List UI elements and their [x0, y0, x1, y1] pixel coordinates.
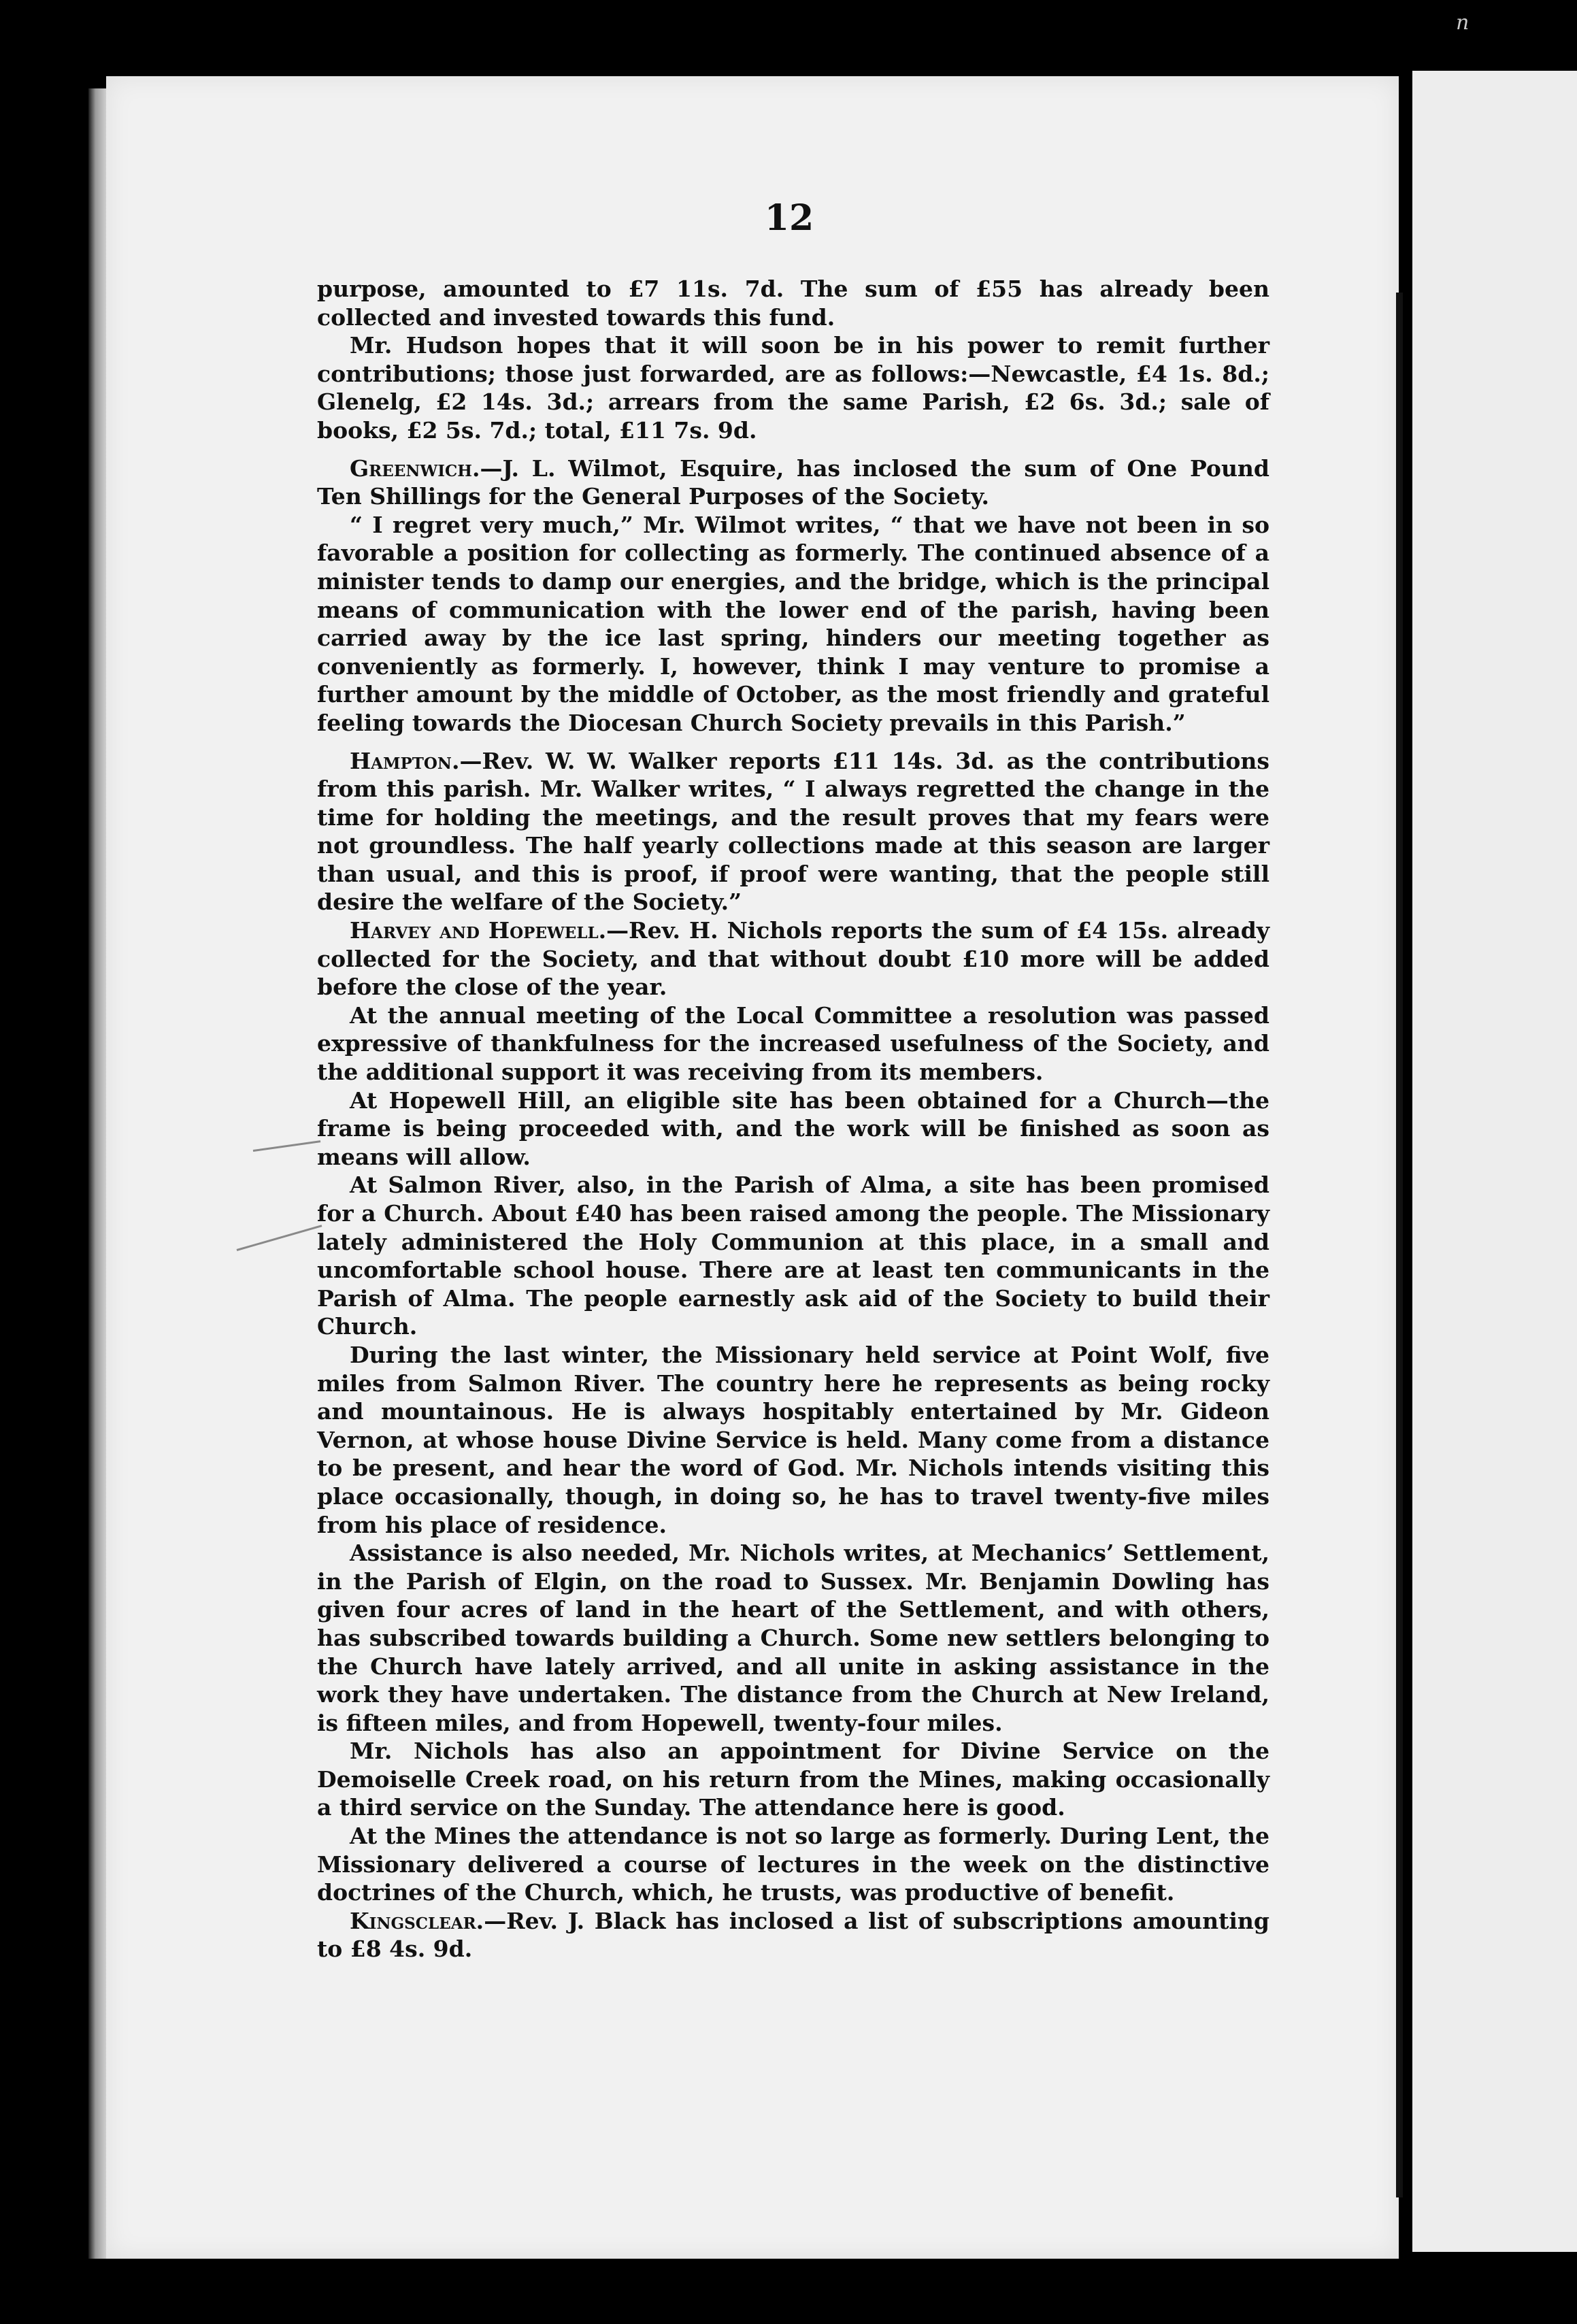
section-heading: Kingsclear. [350, 1907, 484, 1934]
paragraph: Assistance is also needed, Mr. Nichols writes, at Mechanics’ Settlement, in the Parish of Elgin, on the road to Sussex. Mr. Benjamin Dowling has given four acres of land in the heart of the Settlement, and with others, has subscribed towards building a Church. Some new settlers belonging to the Church have lately arrived, and all unite in asking assistance in the work they have undertaken. The distance from the Church at New Ireland, is fifteen miles, and from Hopewell, twenty-four miles. [317, 1540, 1269, 1736]
paragraph: At the annual meeting of the Local Committee a resolution was passed expressive of thankfulness for the increased usefulness of the Society, and the additional support it was receiving from its members. [317, 1001, 1269, 1086]
paragraph: During the last winter, the Missionary held service at Point Wolf, five miles from Salmon River. The country here he represents as being rocky and mountainous. He is always hospitably entertained by Mr. Gideon Vernon, at whose house Divine Service is held. Many come from a distance to be present, and hear the word of God. Mr. Nichols intends visiting this place occasionally, though, in doing so, he has to travel twenty-five miles from his place of residence. [317, 1341, 1269, 1538]
page-gutter-shadow [1396, 293, 1403, 2197]
paragraph: Mr. Nichols has also an appointment for Divine Service on the Demoiselle Creek road, on his return from the Mines, making occasionally a third service on the Sunday. The attendance here is good. [317, 1738, 1269, 1821]
paragraph: At Salmon River, also, in the Parish of Alma, a site has been promised for a Church. About £40 has been raised among the people. The Missionary lately administered the Holy Communion at this place, in a small and uncomfortable school house. There are at least ten communicants in the Parish of Alma. The people earnestly ask aid of the Society to build their Church. [317, 1172, 1269, 1340]
section-heading: Greenwich. [350, 454, 480, 482]
body-text [317, 275, 1269, 1963]
paragraph: Hampton.—Rev. W. W. Walker reports £11 14s. 3d. as the contributions from this parish. Mr. Walker writes, “ I always regretted the change in the time for holding the meetings, and the result proves that my fears were not groundless. The half yearly collections made at this season are larger than usual, and this is proof, if proof were wanting, that the people still desire the welfare of the Society.” [317, 747, 1269, 916]
page-number: 12 [764, 197, 814, 239]
paragraph: purpose, amounted to £7 11s. 7d. The sum of £55 has already been collected and invested towards this fund. [317, 276, 1269, 331]
paragraph: Greenwich.—J. L. Wilmot, Esquire, has inclosed the sum of One Pound Ten Shillings for the General Purposes of the Society. [317, 454, 1269, 510]
paragraph: At the Mines the attendance is not so large as formerly. During Lent, the Missionary delivered a course of lectures in the week on the distinctive doctrines of the Church, which, he trusts, was productive of benefit. [317, 1823, 1269, 1906]
paragraph: Harvey and Hopewell.—Rev. H. Nichols reports the sum of £4 15s. already collected for the Society, and that without doubt £10 more will be added before the close of the year. [317, 917, 1269, 1001]
paragraph: Kingsclear.—Rev. J. Black has inclosed a list of subscriptions amounting to £8 4s. 9d. [317, 1907, 1269, 1963]
section-heading: Hampton. [350, 747, 460, 774]
book-binding-edge [88, 88, 106, 2259]
paragraph: At Hopewell Hill, an eligible site has been obtained for a Church—the frame is being proceeded with, and the work will be finished as soon as means will allow. [317, 1086, 1269, 1170]
corner-mark: n [1456, 11, 1470, 35]
paragraph: Mr. Hudson hopes that it will soon be in his power to remit further contributions; those just forwarded, are as follows:—Newcastle, £4 1s. 8d.; Glenelg, £2 14s. 3d.; arrears from the same Parish, £2 6s. 3d.; sale of books, £2 5s. 7d.; total, £11 7s. 9d. [317, 332, 1269, 444]
paragraph: “ I regret very much,” Mr. Wilmot writes, “ that we have not been in so favorable a position for collecting as formerly. The continued absence of a minister tends to damp our energies, and the bridge, which is the principal means of communication with the lower end of the parish, having been carried away by the ice last spring, hinders our meeting together as conveniently as formerly. I, however, think I may venture to promise a further amount by the middle of October, as the most friendly and grateful feeling towards the Diocesan Church Society prevails in this Parish.” [317, 511, 1269, 736]
section-heading: Harvey and Hopewell. [350, 917, 607, 944]
adjacent-page [1412, 71, 1577, 2252]
